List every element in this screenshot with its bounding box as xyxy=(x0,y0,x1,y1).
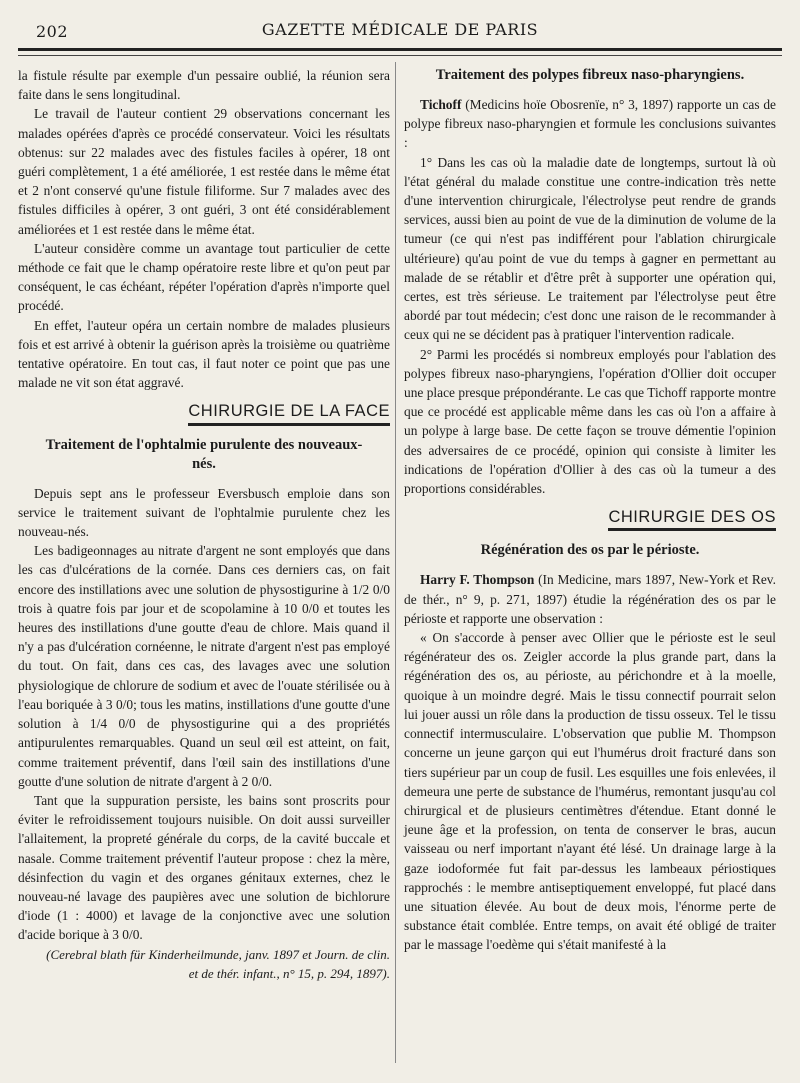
right-column xyxy=(404,66,776,955)
paragraph xyxy=(404,570,776,628)
section-heading xyxy=(18,402,390,425)
left-column xyxy=(18,66,390,983)
page-number: 202 xyxy=(36,22,69,41)
article-title: Traitement de l'ophtalmie purulente des nouveaux-nés. xyxy=(45,436,363,472)
paragraph: Les badigeonnages au nitrate d'argent ne sont employés que dans les cas d'ulcérations de la cornée. Dans ces derniers cas, on fait encore des instillations avec une solution de physostigurine à 1/2 0/0 trois à quatre fois par jour et de scopolamine à 10 0/0 et toutes les heures des instillations d'une goutte d'eau de chlore. Mais quand il n'y a pas d'ulcération cornéenne, le nitrate d'argent n'est pas employé du tout. On fait, dans ces cas, des lavages avec une solution physiologique de chlorure de sodium et avec de l'ouate stérilisée ou à l'eau boriquée à 3 0/0; tous les matins, instillations d'une goutte d'une solution à 1/4 0/0 de physostigurine qui a des propriétés antipurulentes remarquables. Quand un seul œil est atteint, on fait, comme traitement préventif, dans l'œil sain des instillations d'une goutte d'une solution de nitrate d'argent à 2 0/0. xyxy=(18,543,390,789)
paragraph-text: (In Medicine, mars 1897, New-York et Rev. de thér., n° 9, p. 271, 1897) étudie la régénération des os par le périoste et rapporte une observation : xyxy=(404,572,776,626)
running-head xyxy=(18,16,782,42)
paragraph: « On s'accorde à penser avec Ollier que le périoste est le seul régénérateur des os. Zeigler accorde la plus grande part, dans la régénération des os, au périoste, au périchondre et à la moelle, quoique à un moindre degré. Mais le tissu connectif pourrait selon lui jouer aussi un rôle dans la production de tissu osseux. Tel le tissu connectif intermusculaire. L'observation que publie M. Thompson concerne un jeune garçon qui eut l'humérus droit fracturé dans son tiers supérieur par un coup de fusil. Les esquilles une fois enlevées, il demeura une perte de substance de l'humérus, remontant jusqu'au col chirurgical et de plusieurs centimètres d'étendue. Etant donné le jeune âge et la profession, on tenta de conserver le bras, aucun vaisseau ou nerf important n'ayant été lésé. Un drainage large à la gaze iodoformée fut fait par-dessus les lambeaux périostiques rapprochés : le membre antiseptiquement enveloppé, fut placé dans une situation élevée. Au bout de deux mois, l'énorme perte de substance était comblée. Entre temps, on avait été obligé de traiter par le massage l'oedème qui s'était manifesté à la xyxy=(404,630,776,953)
article-title: Traitement des polypes fibreux naso-pharyngiens. xyxy=(435,67,745,83)
column-divider xyxy=(395,62,396,1063)
journal-title: GAZETTE MÉDICALE DE PARIS xyxy=(261,20,539,39)
author-name: Harry F. Thompson xyxy=(420,572,535,588)
paragraph: Tant que la suppuration persiste, les bains sont proscrits pour éviter le refroidissement toujours nuisible. On doit aussi surveiller l'allaitement, la propreté générale du corps, de la cavité buccale et nasale. Comme traitement préventif l'auteur propose : chez la mère, désinfection du vagin et des organes génitaux externes, chez le nouveau-né lavage des paupières avec une solution de bichlorure d'iode (1 : 4000) et lavage de la conjonctive avec une solution d'acide borique à 3 0/0. xyxy=(18,792,390,943)
article-title: Régénération des os par le périoste. xyxy=(480,542,700,559)
reference: (Cerebral blath für Kinderheilmunde, janv. 1897 et Journ. de clin. et de thér. infant., n° 15, p. 294, 1897). xyxy=(46,946,390,981)
paragraph: la fistule résulte par exemple d'un pessaire oublié, la réunion sera faite dans le sens longitudinal. xyxy=(18,68,390,103)
header-rule xyxy=(18,48,782,51)
paragraph: Le travail de l'auteur contient 29 observations concernant les malades opérées d'après ce procédé conservateur. Voici les résultats obtenus: sur 22 malades avec des fistules faciles à opérer, 18 ont guéri complètement, 1 a été améliorée, 1 est restée dans le même état et 2 n'ont conservé qu'une fistule filiforme. Sur 7 malades avec des fistules difficiles à opérer, 3 ont guéri, 3 ont été considérablement améliorées et 1 est restée dans le même état. xyxy=(18,106,390,237)
paragraph: 1° Dans les cas où la maladie date de longtemps, surtout là où l'état général du malade constitue une contre-indication très nette d'une intervention chirurgicale, l'électrolyse peut rendre de grands services, aussi bien au point de vue de la diminution de volume de la tumeur (ce qui n'est pas indifférent pour l'ablation chirurgicale ultérieure) qu'au point de vue du temps à gagner en permettant au malade de se rétablir et d'être prêt à supporter une opération qui, certes, est très sérieuse. Le traitement par l'électrolyse peut être abordé par tout médecin; c'est donc une raison de le recommander à ceux qui ne se décident pas à pratiquer l'intervention radicale. xyxy=(404,154,776,343)
paragraph-text: (Medicins hoïe Obosrenïe, n° 3, 1897) rapporte un cas de polype fibreux naso-pharyngien et formule les conclusions suivantes : xyxy=(404,97,776,151)
paragraph: En effet, l'auteur opéra un certain nombre de malades plusieurs fois et est arrivé à obtenir la guérison après la troisième ou quatrième tentative opératoire. En tout cas, il faut noter ce point que pas une malade ne vit son état aggravé. xyxy=(18,317,390,391)
section-heading xyxy=(404,508,776,531)
section-heading-text: CHIRURGIE DES OS xyxy=(608,508,776,531)
header-rule-thin xyxy=(18,55,782,56)
paragraph: 2° Parmi les procédés si nombreux employés pour l'ablation des polypes fibreux naso-pharyngiens, l'opération d'Ollier doit occuper une place presque prépondérante. Le cas que Tichoff rapporte montre que ce procédé est applicable même dans les cas où l'on a affaire à un polype à large base. De cette façon se trouve démentie l'opinion des adversaires de ce procédé, opinion qui consiste à limiter les indications de l'opération d'Ollier à des cas où la tumeur a des proportions considérables. xyxy=(404,346,776,497)
paragraph xyxy=(404,95,776,153)
paragraph: L'auteur considère comme un avantage tout particulier de cette méthode ce fait que le champ opératoire reste libre et qu'on peut par conséquent, le cas échéant, répéter l'opération d'après n'importe quel procédé. xyxy=(18,240,390,314)
author-name: Tichoff xyxy=(420,97,462,112)
section-heading-text: CHIRURGIE DE LA FACE xyxy=(188,402,390,425)
paragraph: Depuis sept ans le professeur Eversbusch emploie dans son service le traitement suivant de l'ophtalmie purulente chez les nouveau-nés. xyxy=(18,485,390,540)
